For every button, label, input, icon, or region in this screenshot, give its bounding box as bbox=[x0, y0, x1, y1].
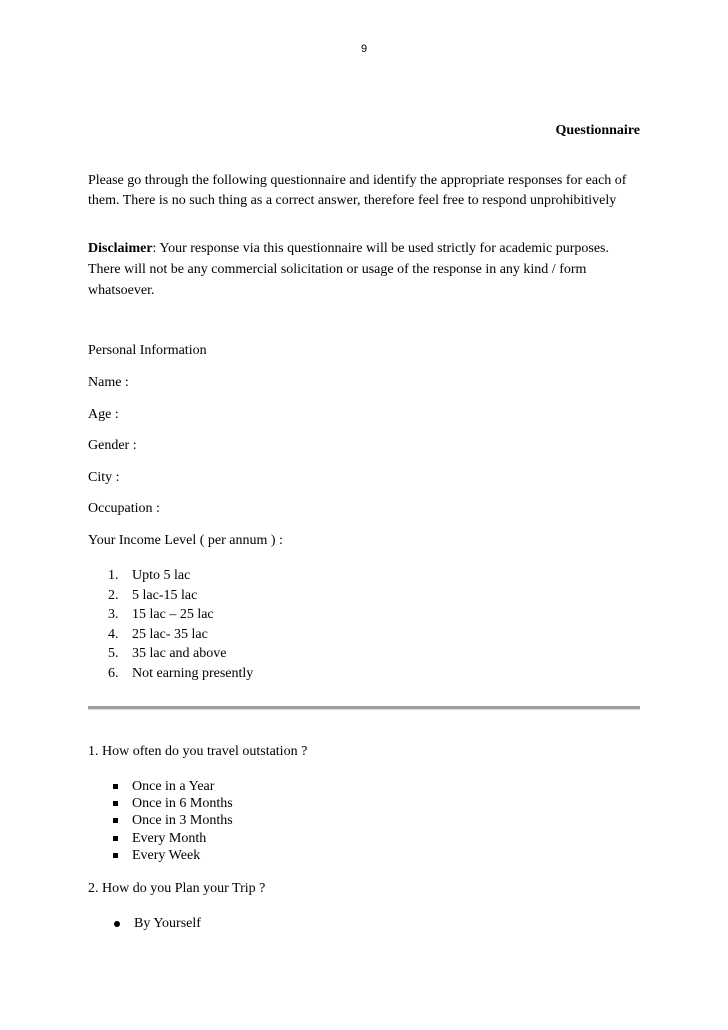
list-item bbox=[88, 644, 253, 664]
city-field-label: City : bbox=[88, 470, 120, 485]
list-item bbox=[88, 830, 233, 847]
option-label: Once in 3 Months bbox=[132, 813, 233, 829]
list-number: 6. bbox=[108, 665, 119, 681]
disclaimer-label: Disclaimer bbox=[88, 241, 153, 256]
option-label: Once in a Year bbox=[132, 779, 215, 794]
list-item bbox=[88, 625, 253, 645]
option-label: Once in 6 Months bbox=[132, 796, 233, 812]
occupation-field-label: Occupation : bbox=[88, 501, 160, 516]
income-options-list bbox=[88, 566, 253, 684]
list-number: 4. bbox=[108, 626, 119, 642]
list-item bbox=[88, 795, 233, 812]
question-2-text: 2. How do you Plan your Trip ? bbox=[88, 881, 266, 896]
list-item-label: 15 lac – 25 lac bbox=[132, 607, 214, 623]
section-divider bbox=[88, 706, 640, 710]
question-2-options bbox=[88, 914, 201, 934]
option-label: Every Week bbox=[132, 847, 201, 863]
list-item-label: 35 lac and above bbox=[132, 646, 227, 662]
list-item bbox=[88, 812, 233, 829]
list-item-label: 25 lac- 35 lac bbox=[132, 626, 208, 642]
list-item bbox=[88, 664, 253, 684]
list-number: 2. bbox=[108, 587, 119, 603]
list-item-label: Not earning presently bbox=[132, 665, 254, 681]
list-item bbox=[88, 914, 201, 934]
square-bullet-icon bbox=[113, 853, 118, 858]
list-number: 1. bbox=[108, 568, 119, 583]
option-label: By Yourself bbox=[134, 916, 201, 931]
gender-field-label: Gender : bbox=[88, 438, 137, 453]
round-bullet-icon bbox=[114, 921, 120, 927]
square-bullet-icon bbox=[113, 801, 118, 806]
intro-paragraph: Please go through the following questionnaire and identify the appropriate responses for each of them. There is no such thing as a correct answer, therefore feel free to respond unprohibitively bbox=[88, 173, 627, 208]
personal-info-heading: Personal Information bbox=[88, 343, 207, 358]
page-title: Questionnaire bbox=[555, 123, 640, 138]
age-field-label: Age : bbox=[88, 407, 119, 422]
option-label: Every Month bbox=[132, 830, 207, 846]
disclaimer-text: : Your response via this questionnaire will be used strictly for academic purposes. There will not be any commercial solicitation or usage of the response in any kind / form whatsoever. bbox=[88, 241, 609, 298]
list-item-label: Upto 5 lac bbox=[132, 568, 191, 583]
list-item bbox=[88, 778, 233, 795]
list-item bbox=[88, 586, 253, 606]
list-number: 3. bbox=[108, 607, 119, 623]
question-1-options bbox=[88, 778, 233, 864]
income-level-label: Your Income Level ( per annum ) : bbox=[88, 533, 283, 548]
square-bullet-icon bbox=[113, 818, 118, 823]
square-bullet-icon bbox=[113, 836, 118, 841]
list-item bbox=[88, 566, 253, 586]
disclaimer-paragraph bbox=[88, 238, 640, 301]
page-number: 9 bbox=[360, 43, 368, 55]
name-field-label: Name : bbox=[88, 375, 129, 390]
list-item bbox=[88, 847, 233, 864]
square-bullet-icon bbox=[113, 784, 118, 789]
question-1-text: 1. How often do you travel outstation ? bbox=[88, 744, 308, 759]
list-number: 5. bbox=[108, 646, 119, 662]
list-item bbox=[88, 605, 253, 625]
list-item-label: 5 lac-15 lac bbox=[132, 587, 198, 603]
